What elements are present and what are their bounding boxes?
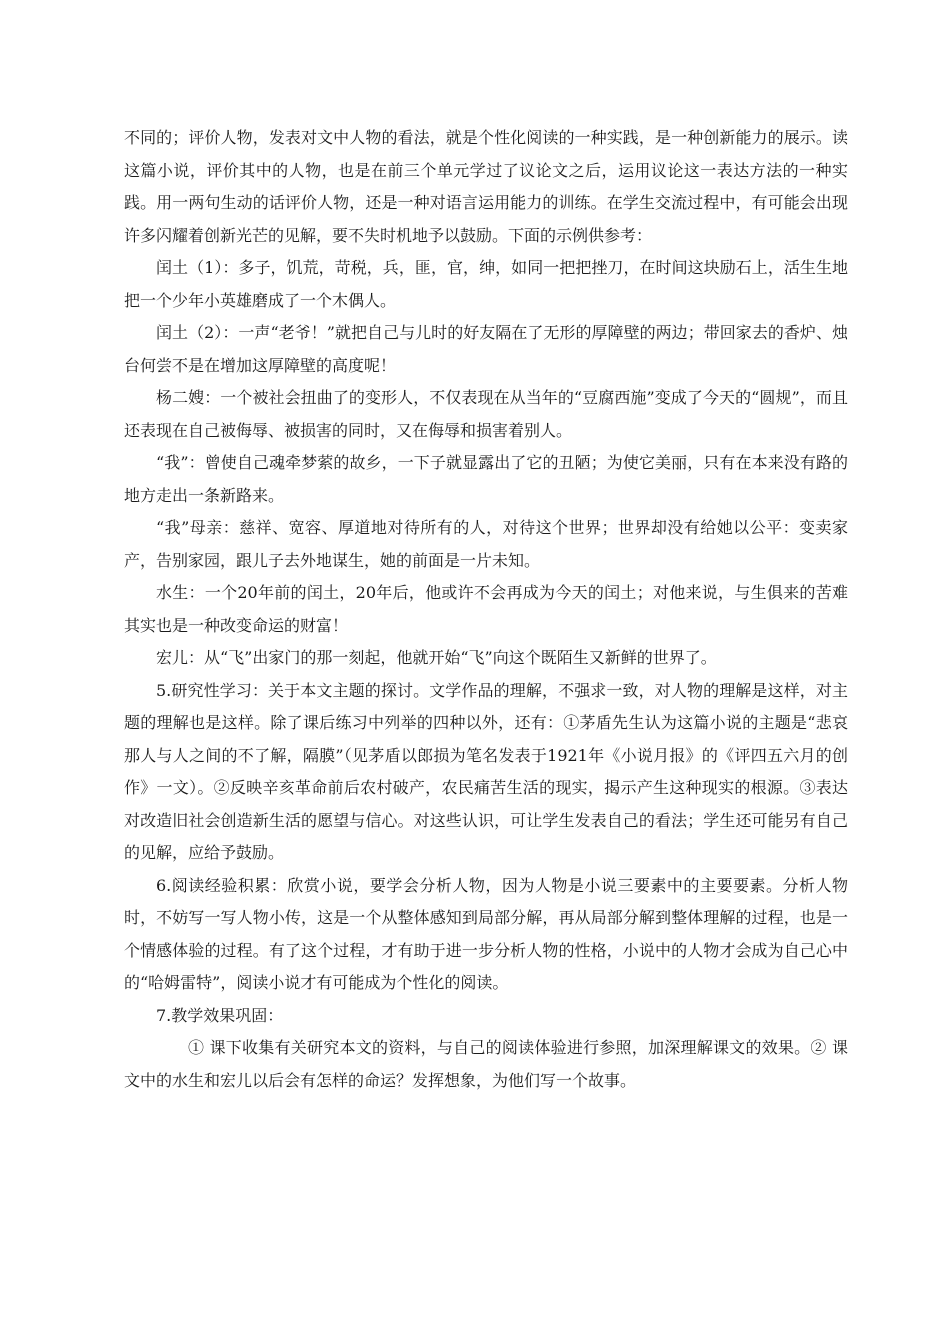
consolidation-items: ① 课下收集有关研究本文的资料，与自己的阅读体验进行参照，加深理解课文的效果。② 课文中的水生和宏儿以后会有怎样的命运？发挥想象，为他们写一个故事。 (124, 1038, 848, 1090)
shuisheng-paragraph: 水生：一个20年前的闰土，20年后，他或许不会再成为今天的闰土；对他来说，与生俱来的苦难其实也是一种改变命运的财富！ (124, 583, 848, 635)
intro-paragraph: 不同的；评价人物，发表对文中人物的看法，就是个性化阅读的一种实践，是一种创新能力的展示。读这篇小说，评价其中的人物，也是在前三个单元学过了议论文之后，运用议论这一表达方法的一种实践。用一两句生动的话评价人物，还是一种对语言运用能力的训练。在学生交流过程中，有可能会出现许多闪耀着创新光芒的见解，要不失时机地予以鼓励。下面的示例供参考： (124, 128, 848, 245)
runtu-2-paragraph: 闰土（2）：一声“老爷！”就把自己与儿时的好友隔在了无形的厚障壁的两边；带回家去的香炉、烛台何尝不是在增加这厚障壁的高度呢！ (124, 323, 848, 375)
mother-paragraph: “我”母亲：慈祥、宽容、厚道地对待所有的人，对待这个世界；世界却没有给她以公平：变卖家产，告别家园，跟儿子去外地谋生，她的前面是一片未知。 (124, 518, 848, 570)
yang-ersao-paragraph: 杨二嫂：一个被社会扭曲了的变形人，不仅表现在从当年的“豆腐西施”变成了今天的“圆规”，而且还表现在自己被侮辱、被损害的同时，又在侮辱和损害着别人。 (124, 388, 848, 440)
research-paragraph: 5.研究性学习：关于本文主题的探讨。文学作品的理解，不强求一致，对人物的理解是这样，对主题的理解也是这样。除了课后练习中列举的四种以外，还有：①茅盾先生认为这篇小说的主题是“悲哀那人与人之间的不了解，隔膜”（见茅盾以郎损为笔名发表于1921年《小说月报》的《评四五六月的创作》一文）。②反映辛亥革命前后农村破产，农民痛苦生活的现实，揭示产生这种现实的根源。③表达对改造旧社会创造新生活的愿望与信心。对这些认识，可让学生发表自己的看法；学生还可能另有自己的见解，应给予鼓励。 (124, 680, 848, 862)
consolidation-heading: 7.教学效果巩固： (156, 1005, 284, 1025)
narrator-paragraph: “我”：曾使自己魂牵梦萦的故乡，一下子就显露出了它的丑陋；为使它美丽，只有在本来没有路的地方走出一条新路来。 (124, 453, 848, 505)
honger-paragraph: 宏儿：从“飞”出家门的那一刻起，他就开始“飞”向这个既陌生又新鲜的世界了。 (156, 648, 717, 667)
runtu-1-paragraph: 闰土（1）：多子，饥荒，苛税，兵，匪，官，绅，如同一把把挫刀，在时间这块励石上，活生生地把一个少年小英雄磨成了一个木偶人。 (124, 258, 848, 310)
document-page (124, 122, 848, 1097)
reading-experience-paragraph: 6.阅读经验积累：欣赏小说，要学会分析人物，因为人物是小说三要素中的主要要素。分析人物时，不妨写一写人物小传，这是一个从整体感知到局部分解，再从局部分解到整体理解的过程，也是一个情感体验的过程。有了这个过程，才有助于进一步分析人物的性格，小说中的人物才会成为自己心中的“哈姆雷特”，阅读小说才有可能成为个性化的阅读。 (124, 875, 848, 992)
